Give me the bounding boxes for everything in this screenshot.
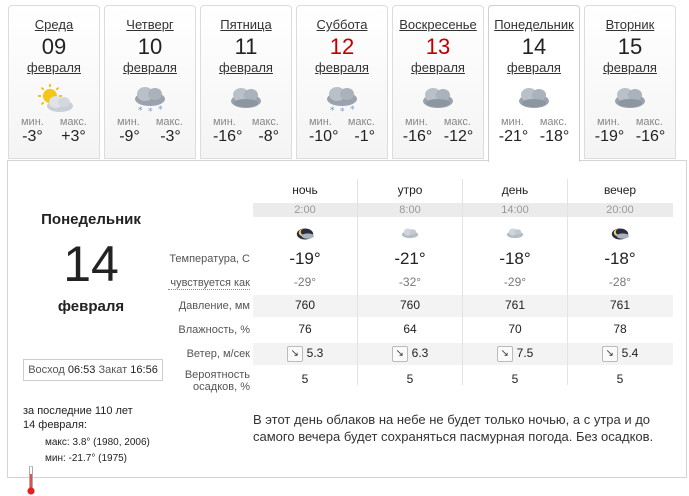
label-feels-like[interactable]: чувствуется как [168,277,250,290]
day-tab-13[interactable] [392,5,484,159]
humidity-value: 70 [508,322,522,336]
pressure-value: 760 [399,298,421,312]
moon-cloud-icon [253,223,357,250]
tab-day: 11 [234,34,258,59]
tab-minmax-values [585,128,675,146]
wind-direction-icon: ↘ [287,346,303,362]
tab-max-value: -8° [258,128,280,145]
cloud-icon [608,83,652,115]
pressure-value: 761 [504,298,526,312]
label-precip-line2: осадков, % [193,381,250,393]
column-header-ночь: ночь [292,183,318,197]
humidity-value: 76 [298,322,312,336]
history-records-block [23,434,173,470]
tab-max-label: макс. [443,116,471,128]
tab-min-value: -19° [594,128,625,145]
temperature-value: -19° [289,249,321,268]
selected-day: 14 [63,236,119,292]
tab-dow[interactable]: Вторник [605,17,655,32]
history-min: мин: -21.7° (1975) [45,453,128,464]
tab-minmax-values [297,128,387,146]
tab-month[interactable]: февраля [507,60,561,75]
tab-minmax-values [489,128,579,146]
column-time: 2:00 [294,204,316,216]
tab-max-value: +3° [61,128,86,145]
tab-min-value: -10° [308,128,339,145]
selected-date [16,211,166,315]
sunset-label: Закат [98,364,128,376]
tab-max-value: -16° [635,128,666,145]
column-time: 8:00 [399,204,421,216]
tab-dow[interactable]: Воскресенье [399,17,477,32]
tab-min-label: мин. [20,116,44,128]
selected-month: февраля [57,298,125,315]
tab-day: 13 [425,34,451,59]
tab-max-label: макс. [155,116,183,128]
label-wind: Ветер, м/сек [186,348,250,360]
tab-dow[interactable]: Среда [34,17,74,32]
wind-cell [463,346,567,362]
wind-direction-icon: ↘ [497,346,513,362]
wind-cell [253,346,357,362]
tab-min-value: -21° [498,128,529,145]
label-precipitation [158,369,250,393]
tab-max-value: -12° [443,128,474,145]
moon-cloud-icon [568,223,672,250]
small-cloud-icon [358,223,462,250]
day-tab-09[interactable] [8,5,100,159]
tab-min-value: -16° [212,128,243,145]
tab-dow[interactable]: Понедельник [494,17,574,32]
tab-max-value: -18° [539,128,570,145]
tab-max-value: -3° [160,128,181,145]
svg-text:*: * [158,105,163,115]
tab-max-label: макс. [635,116,663,128]
tab-day: 10 [137,34,163,59]
tab-day: 14 [521,34,547,59]
day-tab-15[interactable] [584,5,676,159]
tab-minmax-labels [105,116,195,128]
day-description: В этот день облаков на небе не будет только ночью, а с утра и до самого вечера будет сохраняться пасмурная погода. Без осадков. [253,412,654,444]
day-tab-10[interactable] [104,5,196,159]
column-time: 14:00 [501,204,529,216]
feels-like-value: -29° [503,275,527,289]
cloud-icon [416,83,460,115]
label-humidity: Влажность, % [178,324,250,336]
tab-month[interactable]: февраля [603,60,657,75]
history-records [23,404,150,464]
wind-cell [358,346,462,362]
humidity-value: 78 [613,322,627,336]
column-header-день: день [501,183,529,197]
tab-minmax-labels [297,116,387,128]
sunrise-time: 06:53 [67,364,96,376]
tab-month[interactable]: февраля [219,60,273,75]
wind-cell [568,346,672,362]
tab-min-label: мин. [212,116,236,128]
svg-text:*: * [330,106,335,115]
snow-cloud-icon [128,83,172,115]
history-line2: 14 февраля: [23,419,87,431]
column-header-утро: утро [397,183,423,197]
temperature-value: -18° [604,249,636,268]
svg-text:*: * [340,107,345,115]
day-tabs [0,0,689,160]
wind-value: 6.3 [411,346,429,361]
feels-like-value: -28° [608,275,632,289]
precipitation-value: 5 [616,372,624,386]
tab-minmax-values [105,128,195,146]
day-tab-11[interactable] [200,5,292,159]
feels-like-value: -29° [293,275,317,289]
tab-dow[interactable]: Пятница [220,17,272,32]
cloud-icon [512,83,556,115]
sunrise-sunset [23,359,163,381]
tab-month[interactable]: февраля [315,60,369,75]
tab-min-label: мин. [596,116,620,128]
label-precip-line1: Вероятность [184,369,250,381]
small-cloud-icon [463,223,567,250]
selected-dow: Понедельник [41,211,141,228]
tab-max-label: макс. [539,116,567,128]
tab-minmax-labels [9,116,99,128]
history-line1: за последние 110 лет [23,405,133,417]
tab-max-label: макс. [251,116,279,128]
tab-min-label: мин. [116,116,140,128]
tab-day: 09 [41,34,67,59]
precipitation-value: 5 [511,372,519,386]
tab-min-value: -16° [402,128,433,145]
tab-max-label: макс. [59,116,87,128]
pressure-value: 761 [609,298,631,312]
sunrise-label: Восход [28,364,65,376]
temperature-value: -18° [499,249,531,268]
day-detail-panel [7,160,687,478]
precipitation-value: 5 [301,372,309,386]
tab-minmax-values [393,128,483,146]
tab-minmax-values [9,128,99,146]
tab-month[interactable]: февраля [123,60,177,75]
label-pressure: Давление, мм [178,300,250,312]
tab-dow[interactable]: Четверг [126,17,174,32]
tab-minmax-labels [201,116,291,128]
history-max: макс: 3.8° (1980, 2006) [45,437,150,448]
wind-value: 5.4 [621,346,639,361]
wind-value: 5.3 [306,346,324,361]
cloud-icon [224,83,268,115]
wind-value: 7.5 [516,346,534,361]
tab-minmax-labels [393,116,483,128]
sunset-time: 16:56 [130,364,158,376]
tab-day: 12 [329,34,355,59]
svg-text:*: * [138,106,143,115]
tab-min-label: мин. [500,116,524,128]
temperature-value: -21° [394,249,426,268]
day-tab-14[interactable] [488,5,580,162]
tab-max-label: макс. [347,116,375,128]
tab-min-value: -3° [22,128,43,145]
thermometer-icon [27,466,35,496]
wind-direction-icon: ↘ [392,346,408,362]
label-temperature: Температура, С [169,253,250,265]
day-tab-12[interactable] [296,5,388,159]
column-time: 20:00 [606,204,634,216]
tab-day: 15 [617,34,643,59]
column-header-вечер: вечер [603,183,637,197]
pressure-value: 760 [294,298,316,312]
feels-like-value: -32° [398,275,422,289]
tab-max-value: -1° [354,128,376,145]
tab-month[interactable]: февраля [411,60,465,75]
tab-minmax-values [201,128,291,146]
tab-min-label: мин. [404,116,428,128]
tab-min-value: -9° [119,128,140,145]
partly-cloudy-sun-icon [32,83,76,115]
precipitation-value: 5 [406,372,414,386]
tab-month[interactable]: февраля [27,60,81,75]
tab-minmax-labels [489,116,579,128]
svg-text:*: * [350,105,355,115]
tab-min-label: мин. [308,116,332,128]
humidity-value: 64 [403,322,417,336]
svg-text:*: * [148,107,153,115]
tab-minmax-labels [585,116,675,128]
wind-direction-icon: ↘ [602,346,618,362]
tab-dow[interactable]: Суббота [316,17,368,32]
snow-cloud-icon [320,83,364,115]
